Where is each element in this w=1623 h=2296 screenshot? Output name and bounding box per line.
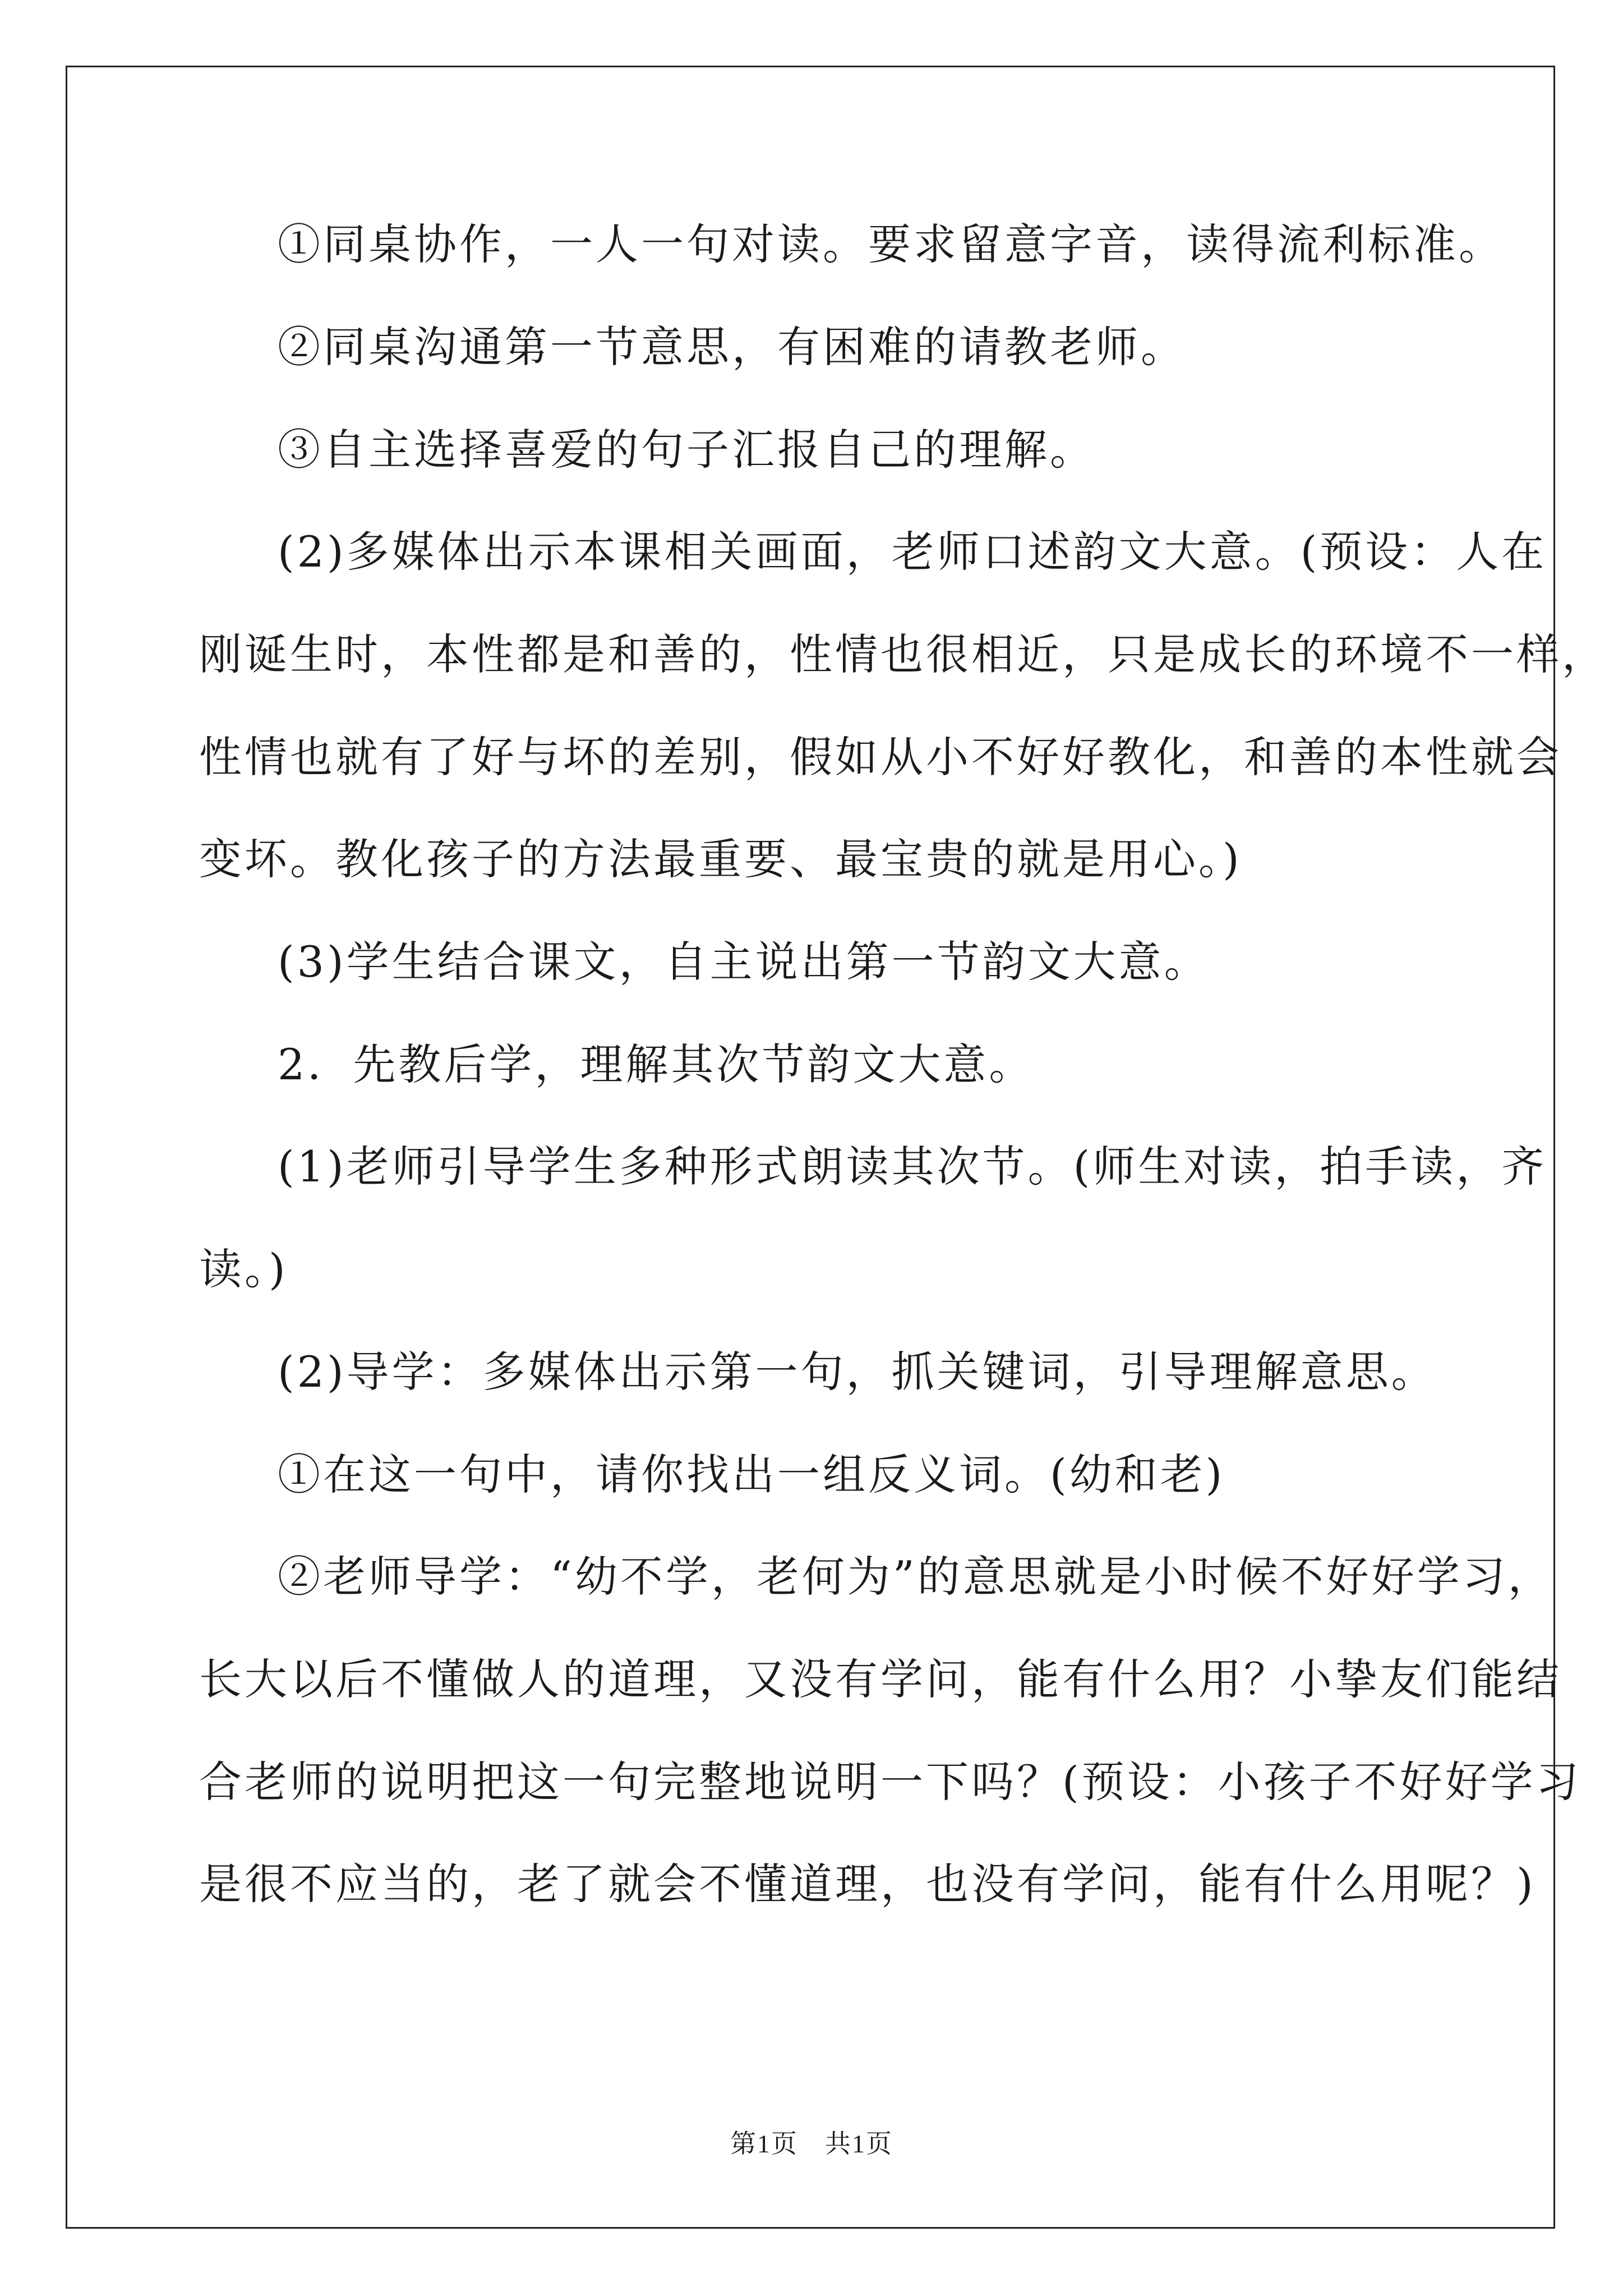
paragraph-line: ①在这一句中，请你找出一组反义词。(幼和老) <box>278 1450 1225 1499</box>
paragraph-line: 是很不应当的，老了就会不懂道理，也没有学问，能有什么用呢？) <box>199 1859 1536 1909</box>
paragraph-line: 变坏。教化孩子的方法最重要、最宝贵的就是用心。) <box>199 834 1242 884</box>
page-number: 第1页 <box>730 2129 798 2158</box>
paragraph-line: (3)学生结合课文，自主说出第一节韵文大意。 <box>278 937 1210 987</box>
paragraph-line: ①同桌协作，一人一句对读。要求留意字音，读得流利标准。 <box>278 219 1504 269</box>
paragraph-line: 长大以后不懂做人的道理，又没有学问，能有什么用？小挚友们能结 <box>199 1654 1562 1704</box>
paragraph-line: (2)多媒体出示本课相关画面，老师口述韵文大意。(预设：人在 <box>278 527 1547 577</box>
paragraph-line: (1)老师引导学生多种形式朗读其次节。(师生对读，拍手读，齐 <box>278 1142 1547 1191</box>
paragraph-line: (2)导学：多媒体出示第一句，抓关键词，引导理解意思。 <box>278 1347 1437 1397</box>
paragraph-line: 刚诞生时，本性都是和善的，性情也很相近，只是成长的环境不一样， <box>199 629 1607 679</box>
paragraph-line: 合老师的说明把这一句完整地说明一下吗？(预设：小孩子不好好学习 <box>199 1757 1581 1807</box>
paragraph-line: ②同桌沟通第一节意思，有困难的请教老师。 <box>278 322 1186 372</box>
paragraph-line: 2．先教后学，理解其次节韵文大意。 <box>278 1039 1035 1089</box>
paragraph-line: 读。) <box>199 1244 288 1294</box>
page-total: 共1页 <box>825 2129 893 2158</box>
page-footer <box>0 2127 1623 2161</box>
paragraph-line: ③自主选择喜爱的句子汇报自己的理解。 <box>278 425 1095 475</box>
paragraph-line: ②老师导学：“幼不学，老何为”的意思就是小时候不好好学习， <box>278 1552 1553 1602</box>
paragraph-line: 性情也就有了好与坏的差别，假如从小不好好教化，和善的本性就会 <box>199 732 1562 782</box>
